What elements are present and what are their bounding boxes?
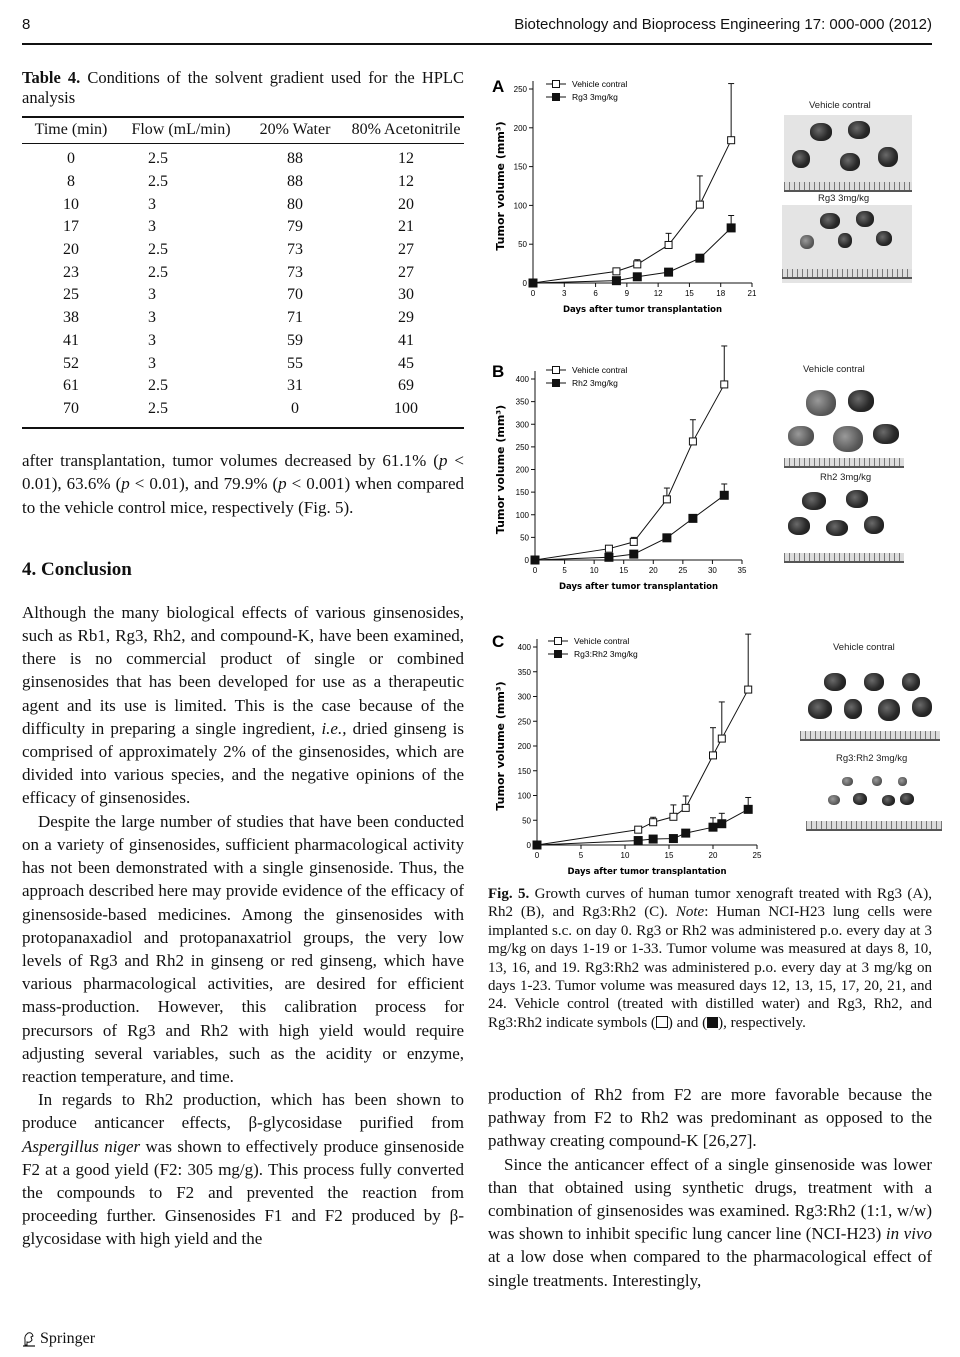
conclusion-paragraph-1: Although the many biological effects of various ginsenosides, such as Rb1, Rg3, Rh2, and compound-K, have been examined, there is no commercial product of single or combined ginsenosides that has been developed for use as a therapeutic agent and its use is limited. This is the case because of the difficulty in preparing a single ingredient, i.e., dried ginseng is comprised of approximately 2% of the ginsenosides, which are divided into various species, and the negative opinions of the efficacy of ginsenosides. [22,602,465,808]
svg-text:Tumor volume (mm³): Tumor volume (mm³) [494,404,507,535]
table-cell: 80 [287,195,303,213]
svg-text:200: 200 [515,465,529,475]
open-square-symbol-icon [656,1016,668,1028]
svg-text:20: 20 [648,566,658,575]
table-cell: 73 [287,241,303,259]
svg-text:Days after tumor transplantati: Days after tumor transplantation [567,867,727,877]
svg-text:100: 100 [517,791,531,801]
table-row [22,144,464,171]
table-cell: 12 [398,150,414,168]
table-cell: 20 [63,241,79,259]
table-cell: 21 [398,218,414,236]
svg-text:150: 150 [513,162,527,172]
table-cell: 10 [63,195,79,213]
svg-text:Tumor volume (mm³): Tumor volume (mm³) [494,681,507,811]
svg-text:Rg3:Rh2 3mg/kg: Rg3:Rh2 3mg/kg [574,649,638,659]
table-cell: 27 [398,241,414,259]
publisher-footer [22,1330,95,1348]
filled-square-symbol-icon [707,1017,718,1028]
col-acetonitrile: 80% Acetonitrile [351,121,461,138]
table-cell: 3 [148,218,156,236]
table-cell: 2.5 [148,263,168,281]
tumor-photo-b [778,360,938,565]
table-cell: 8 [67,173,75,191]
svg-text:0: 0 [532,566,538,575]
springer-knight-icon [22,1331,36,1347]
chart-panel-b [488,345,768,600]
table-cell: 41 [398,331,414,349]
table-row [22,239,464,262]
right-paragraph-2: Since the anticancer effect of a single ginsenoside was lower than that obtained using synthetic drugs, treatment with a combination of ginsenosides was examined. Rg3:Rh2 (1:1, w/w) was shown to inhibit specific lung cancer line (NCI-H23) in vivo at a low dose when compared to the pharmacological effect of single treatments. Interestingly, [488,1154,932,1290]
svg-text:400: 400 [515,375,529,384]
table-caption [22,68,464,108]
results-paragraph: after transplantation, tumor volumes decreased by 61.1% (p < 0.01), 63.6% (p < 0.01), and 79.9% (p < 0.001) when compared to the vehicle control mice, respectively (Fig. 5). [22,451,465,517]
svg-text:3: 3 [562,289,567,298]
table-cell: 2.5 [148,173,168,191]
table-cell: 2.5 [148,377,168,395]
table-cell: 2.5 [148,399,168,417]
figure-label: Fig. 5. [488,886,530,902]
chart-panel-c [488,625,768,880]
chart-panel-a [488,72,768,327]
table-cell: 3 [148,286,156,304]
svg-text:50: 50 [520,533,529,543]
table-cell: 88 [287,150,303,168]
section-title-conclusion: 4. Conclusion [22,558,132,580]
left-column [22,68,464,1251]
photo-label-treated: Rg3 3mg/kg [818,193,870,204]
svg-text:250: 250 [513,85,527,94]
table-cell: 29 [398,309,414,327]
svg-text:6: 6 [593,289,598,298]
svg-text:0: 0 [530,289,536,298]
svg-text:25: 25 [752,851,762,860]
table-cell: 31 [287,377,303,395]
figure-5-caption-block [488,885,932,1032]
figure-caption: Fig. 5. Growth curves of human tumor xenograft treated with Rg3 (A), Rh2 (B), and Rg3:Rh2 (C). Note: Human NCI-H23 lung cells were implanted s.c. on day 0. Rg3 or Rh2 was administered p.o. every day at 3 mg/kg on days 1-19 or 1-33. Tumor volume was measured at days 8, 10, 13, 16, and 19. Rg3:Rh2 was administered p.o. every day at 3 mg/kg on days 1-23. Tumor volume was measured days 12, 13, 15, 17, 20, 21, and 24. Vehicle control (treated with distilled water) and Rg3, Rh2, and Rg3:Rh2 indicate symbols ( ) and ( ), respectively. [488,886,932,1031]
table-cell: 61 [63,377,79,395]
svg-text:0: 0 [534,851,540,860]
col-flow: Flow (mL/min) [131,121,231,138]
page-number: 8 [22,16,31,33]
header-rule [22,43,932,45]
svg-text:10: 10 [620,851,630,860]
svg-text:250: 250 [515,442,529,452]
table-label: Table 4. [22,68,81,87]
svg-text:5: 5 [578,851,584,860]
table-row [22,261,464,284]
svg-text:350: 350 [517,667,531,677]
svg-text:Tumor volume (mm³): Tumor volume (mm³) [494,121,507,251]
table-cell: 0 [291,399,299,417]
table-cell: 3 [148,309,156,327]
table-row [22,375,464,398]
svg-text:10: 10 [589,566,599,575]
tumor-photo-c [778,635,948,840]
table-cell: 100 [394,399,418,417]
table-row [22,216,464,239]
photo-label-control: Vehicle contral [803,364,865,375]
svg-text:Vehicle contral: Vehicle contral [574,636,630,646]
tumor-photo-a [778,95,938,285]
svg-text:12: 12 [653,289,663,298]
line-chart-svg [488,345,768,600]
svg-text:C: C [492,632,505,651]
photo-label-control: Vehicle contral [833,642,895,653]
table-cell: 2.5 [148,150,168,168]
svg-text:350: 350 [515,397,529,407]
table-cell: 0 [67,150,75,168]
photo-label-control: Vehicle contral [809,100,871,111]
svg-text:9: 9 [624,289,630,298]
table-cell: 79 [287,218,303,236]
conclusion-paragraph-3: In regards to Rh2 production, which has been shown to produce anticancer effects, β-glycosidase purified from Aspergillus niger was shown to effectively produce ginsenoside F2 at a good yield (F2: 305 mg/g). This process fully converted the compounds to F2 and prevented the reaction from proceeding further. Ginsenosides F1 and F2 produced by β-glycosidase with high yield and the [22,1090,464,1249]
table-row [22,171,464,194]
svg-text:250: 250 [517,717,531,727]
svg-text:Vehicle contral: Vehicle contral [572,79,628,89]
svg-text:50: 50 [518,240,527,250]
svg-text:150: 150 [515,488,529,498]
svg-text:25: 25 [678,566,688,575]
svg-text:15: 15 [619,566,629,575]
line-chart-svg [488,72,768,327]
table-cell: 30 [398,286,414,304]
svg-text:Days after tumor transplantati: Days after tumor transplantation [558,582,719,592]
table-cell: 55 [287,354,303,372]
table-row [22,330,464,353]
svg-text:Days after tumor transplantati: Days after tumor transplantation [562,305,723,315]
right-paragraph-1: production of Rh2 from F2 are more favorable because the pathway from F2 to Rh2 was predominant as opposed to the pathway creating compound-K [26,27]. [488,1085,932,1151]
svg-text:Rg3 3mg/kg: Rg3 3mg/kg [572,92,618,102]
table-cell: 59 [287,331,303,349]
table-cell: 12 [398,173,414,191]
table-header-row [22,117,464,144]
svg-text:Rh2 3mg/kg: Rh2 3mg/kg [572,378,618,388]
svg-text:100: 100 [515,510,529,520]
table-caption-text: Conditions of the solvent gradient used for the HPLC analysis [22,68,464,107]
svg-text:20: 20 [708,851,718,860]
table-cell: 41 [63,331,79,349]
svg-text:15: 15 [684,289,694,298]
table-cell: 2.5 [148,241,168,259]
svg-text:200: 200 [513,123,527,133]
publisher-name: Springer [40,1330,96,1347]
svg-text:50: 50 [522,816,531,826]
svg-text:21: 21 [747,289,757,298]
line-chart-svg [488,625,768,880]
svg-text:B: B [492,362,505,381]
table-cell: 52 [63,354,79,372]
table-cell: 17 [63,218,79,236]
table-row [22,193,464,216]
svg-text:5: 5 [562,566,567,575]
svg-text:150: 150 [517,766,531,776]
table-cell: 73 [287,263,303,281]
journal-title: Biotechnology and Bioprocess Engineering 17: 000-000 (2012) [514,16,932,33]
table-cell: 3 [148,354,156,372]
svg-text:300: 300 [517,692,531,702]
table-row [22,398,464,429]
col-time: Time (min) [34,121,108,138]
right-column-text [488,1083,932,1292]
svg-text:35: 35 [737,566,747,575]
svg-text:15: 15 [664,851,674,860]
table-cell: 3 [148,195,156,213]
hplc-gradient-table [22,116,464,429]
table-cell: 25 [63,286,79,304]
table-cell: 27 [398,263,414,281]
table-row [22,284,464,307]
table-cell: 45 [398,354,414,372]
svg-text:0: 0 [526,841,531,850]
photo-label-treated: Rh2 3mg/kg [820,472,872,483]
table-cell: 88 [287,173,303,191]
svg-text:200: 200 [517,742,531,751]
svg-text:A: A [492,77,505,96]
photo-label-treated: Rg3:Rh2 3mg/kg [836,753,908,764]
svg-text:100: 100 [513,201,527,211]
col-water: 20% Water [259,121,331,138]
svg-text:0: 0 [524,556,529,565]
svg-text:400: 400 [517,643,531,652]
table-cell: 70 [287,286,303,304]
table-row [22,352,464,375]
svg-text:30: 30 [707,566,717,575]
svg-text:18: 18 [716,289,726,298]
conclusion-paragraph-2: Despite the large number of studies that have been conducted on a variety of ginsenosides, sufficient pharmacological activity has not been demonstrated with a single ginsenoside. Thus, the approach described here may provide evidence of the efficacy of ginensoside-based medicines. Among the ginsenosides with protopanaxadiol and protopanaxatriol groups, the very low levels of Rg3 and Rh2 in ginseng or red ginseng, which have various pharmacological activities, are desired for efficient mass-production. However, this calibration process for precursors of Rg3 and Rh2 with high yield would require adjusting several variables, such as the acidity or enzyme, reaction temperature, and time. [22,811,464,1086]
svg-text:300: 300 [515,420,529,430]
svg-text:Vehicle contral: Vehicle contral [572,365,628,375]
table-cell: 23 [63,263,79,281]
svg-text:0: 0 [522,279,527,288]
table-cell: 69 [398,377,414,395]
table-cell: 70 [63,399,79,417]
table-cell: 38 [63,309,79,327]
table-cell: 3 [148,331,156,349]
table-cell: 71 [287,309,303,327]
table-cell: 20 [398,195,414,213]
table-row [22,307,464,330]
